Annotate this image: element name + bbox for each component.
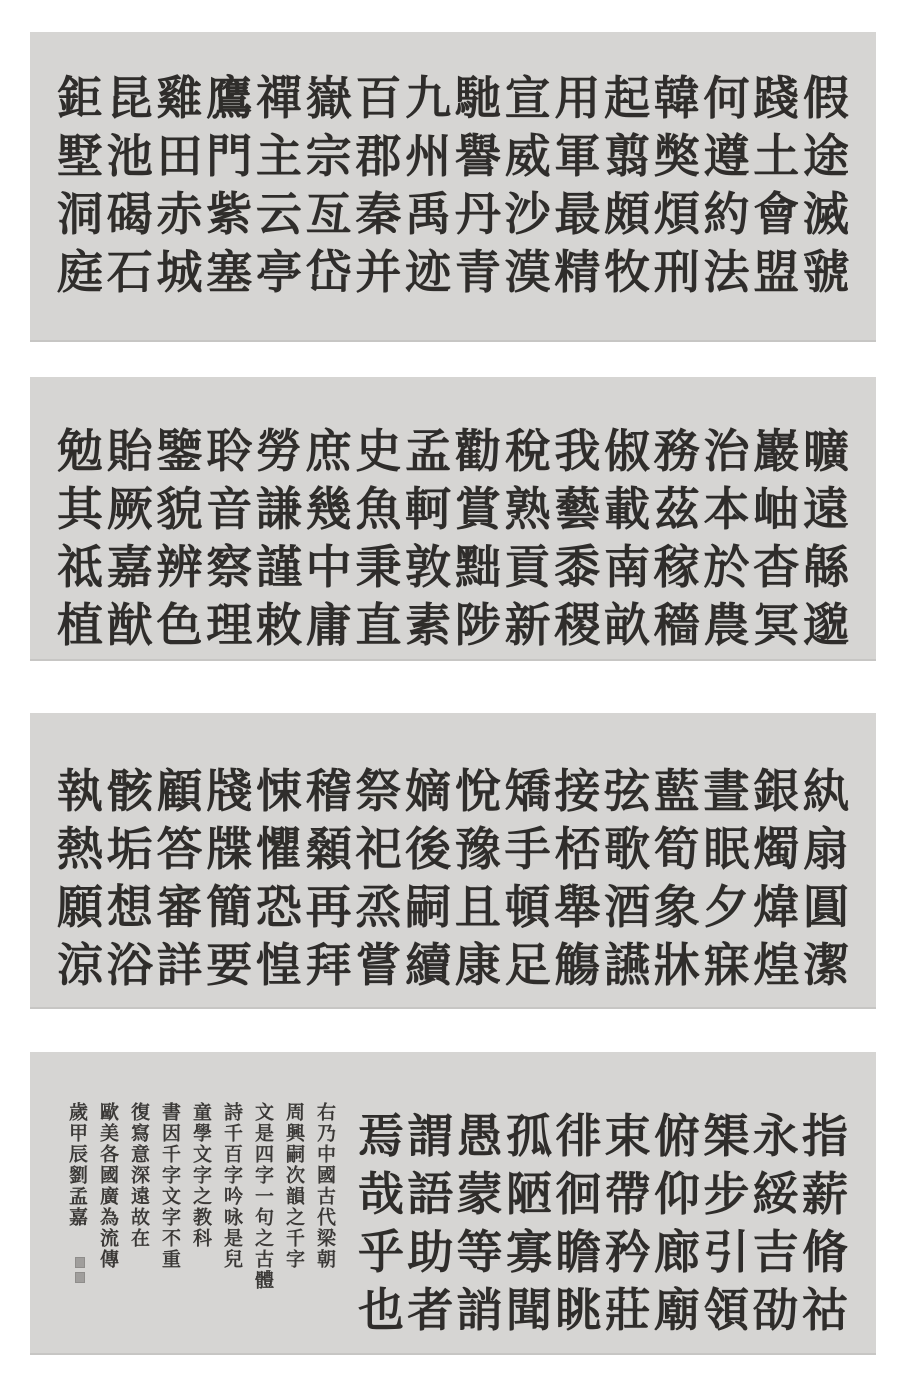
text-row: 鉅昆雞鷹禪嶽百九馳宣用起韓何踐假 [57, 71, 849, 125]
calligraphy-panel-4 [30, 1052, 876, 1355]
calligraphy-panel-3 [30, 713, 876, 1009]
text-row: 焉謂愚孤徘束俯榘永指 [358, 1109, 848, 1163]
colophon-column: 復寫意深遠故在 [128, 1102, 150, 1249]
text-row: 願想審簡恐再烝嗣且頓舉酒象夕煒圓 [57, 880, 849, 934]
colophon [58, 1102, 340, 1316]
colophon-column: 右乃中國古代梁朝 [314, 1102, 336, 1270]
calligraphy-panel-1 [30, 32, 876, 342]
text-row: 植猷色理敕庸直素陟新稷畝穡農冥邈 [57, 598, 849, 652]
text-row: 其厥貌音謙幾魚軻賞熟藝載茲本岫遠 [57, 482, 849, 536]
text-row: 涼浴詳要惶拜嘗續康足觴讌牀寐煌潔 [57, 938, 849, 992]
text-row: 執骸顧牋悚稽祭嫡悅矯接弦藍晝銀紈 [57, 764, 849, 818]
text-row: 洞碣赤紫云亙秦禹丹沙最頗煩約會滅 [57, 187, 849, 241]
text-row: 熱垢答牒懼顙祀後豫手桮歌筍眠燭扇 [57, 822, 849, 876]
main-text-block [358, 1108, 848, 1340]
text-row: 乎助等寡瞻矜廊引吉脩 [358, 1225, 848, 1279]
calligraphy-panel-2 [30, 377, 876, 661]
colophon-column: 童學文字之教科 [190, 1102, 212, 1249]
text-row: 庭石城塞亭岱并迹青漠精牧刑法盟虢 [57, 245, 849, 299]
artist-seal-icon [75, 1257, 85, 1268]
colophon-column: 書因千字文字不重 [159, 1102, 181, 1270]
text-row: 哉語蒙陋徊帶仰步綏薪 [358, 1167, 848, 1221]
signature-column: 歲甲辰劉孟嘉 [66, 1102, 88, 1228]
text-row: 也者誚聞眺莊廟領劭祜 [358, 1283, 848, 1337]
text-row: 勉貽鑒聆勞庶史孟勸稅我俶務治巖曠 [57, 424, 849, 478]
colophon-column: 周興嗣次韻之千字 [283, 1102, 305, 1270]
text-row: 祗嘉辨察謹中秉敦黜貢黍南稼於杳緜 [57, 540, 849, 594]
colophon-column: 文是四字一句之古體 [252, 1102, 274, 1291]
artist-seal-icon [75, 1272, 85, 1283]
colophon-column: 詩千百字吟咏是兒 [221, 1102, 243, 1270]
text-row: 墅池田門主宗郡州譽威軍翦獘遵土途 [57, 129, 849, 183]
colophon-column: 歐美各國廣為流傳 [97, 1102, 119, 1270]
